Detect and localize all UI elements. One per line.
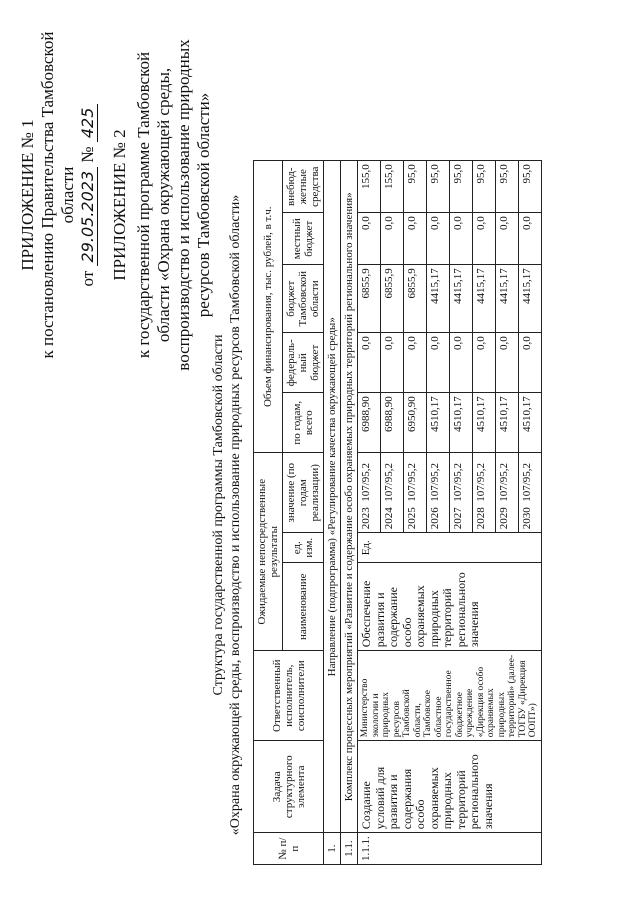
item-number: 1.1.1.	[358, 833, 542, 865]
subsection-title: Комплекс процессных мероприятий «Развитие и содержание особо охраняемых природных территорий регионального значения»	[341, 161, 358, 833]
extra-cell: 95,0	[518, 161, 541, 213]
title-line1: Структура государственной программы Тамбовской области	[211, 334, 226, 696]
total-cell: 6950,90	[403, 393, 426, 453]
year-value-cell: 2023 107/95,2	[358, 453, 381, 533]
col-res-name-header: наименование	[283, 563, 324, 651]
federal-cell: 0,0	[403, 333, 426, 393]
region-cell: 4415,17	[495, 265, 518, 333]
total-cell: 4510,17	[495, 393, 518, 453]
local-cell: 0,0	[403, 213, 426, 265]
col-res-unit-header: ед. изм.	[283, 533, 324, 563]
local-cell: 0,0	[472, 213, 495, 265]
appendix2-line4: ресурсов Тамбовской области»	[194, 92, 213, 318]
appendix2-header	[110, 5, 214, 405]
local-cell: 0,0	[495, 213, 518, 265]
federal-cell: 0,0	[518, 333, 541, 393]
local-cell: 0,0	[380, 213, 403, 265]
federal-cell: 0,0	[426, 333, 449, 393]
appendix1-title: ПРИЛОЖЕНИЕ № 1	[18, 119, 37, 271]
extra-cell: 95,0	[495, 161, 518, 213]
section-number: 1.	[324, 833, 341, 865]
title-line2: «Охрана окружающей среды, воспроизводство и использование природных ресурсов Тамбовской области»	[228, 194, 243, 836]
federal-cell: 0,0	[449, 333, 472, 393]
appendix2-title: ПРИЛОЖЕНИЕ № 2	[110, 129, 129, 281]
region-cell: 4415,17	[518, 265, 541, 333]
col-finance-header: Объем финансирования, тыс. рублей, в т.ч.	[254, 161, 283, 453]
year-value-cell: 2027 107/95,2	[449, 453, 472, 533]
total-cell: 4510,17	[518, 393, 541, 453]
federal-cell: 0,0	[472, 333, 495, 393]
local-cell: 0,0	[449, 213, 472, 265]
total-cell: 4510,17	[426, 393, 449, 453]
col-exec-header: Ответственный исполнитель, соисполнители	[254, 651, 324, 741]
federal-cell: 0,0	[380, 333, 403, 393]
col-fin-local-header: местный бюджет	[283, 213, 324, 265]
extra-cell: 95,0	[449, 161, 472, 213]
extra-cell: 95,0	[472, 161, 495, 213]
appendix1-header	[18, 5, 98, 385]
appendix2-line2: области «Охрана окружающей среды,	[154, 67, 173, 343]
region-cell: 4415,17	[426, 265, 449, 333]
appendix1-no-label: №	[78, 146, 97, 163]
region-cell: 6855,9	[403, 265, 426, 333]
federal-cell: 0,0	[495, 333, 518, 393]
subsection-number: 1.1.	[341, 833, 358, 865]
year-value-cell: 2029 107/95,2	[495, 453, 518, 533]
item-result: Обеспечение развития и содержание особо охраняемых природных территорий регионального значения	[358, 563, 542, 651]
extra-cell: 95,0	[403, 161, 426, 213]
total-cell: 6988,90	[380, 393, 403, 453]
region-cell: 6855,9	[358, 265, 381, 333]
region-cell: 4415,17	[449, 265, 472, 333]
col-task-header: Задача структурного элемента	[254, 741, 324, 833]
appendix2-line1: к государственной программе Тамбовской	[134, 51, 153, 359]
extra-cell: 155,0	[358, 161, 381, 213]
item-executor: Министерство экологии и природных ресурсов Тамбовской области, Тамбовское областное государственное бюджетное учреждение «Дирекция особо охраняемых природных территорий» (далее-ТОГБУ «Дирекция ООПТ»)	[358, 651, 542, 741]
total-cell: 4510,17	[472, 393, 495, 453]
subsection-row	[341, 161, 358, 865]
total-cell: 6988,90	[358, 393, 381, 453]
program-structure-table	[253, 160, 542, 865]
local-cell: 0,0	[426, 213, 449, 265]
local-cell: 0,0	[358, 213, 381, 265]
document-title	[210, 165, 244, 865]
year-value-cell: 2026 107/95,2	[426, 453, 449, 533]
col-fin-extra-header: внебюд-жетные средства	[283, 161, 324, 213]
region-cell: 6855,9	[380, 265, 403, 333]
table-header-row	[254, 161, 283, 865]
region-cell: 4415,17	[472, 265, 495, 333]
col-results-header: Ожидаемые непосредственные результаты	[254, 453, 283, 651]
col-fin-federal-header: федераль-ный бюджет	[283, 333, 324, 393]
section-row	[324, 161, 341, 865]
appendix1-date-line	[78, 5, 98, 385]
year-value-cell: 2030 107/95,2	[518, 453, 541, 533]
col-fin-region-header: бюджет Тамбовской области	[283, 265, 324, 333]
appendix1-date: 29.05.2023	[78, 167, 98, 267]
col-res-value-header: значение (по годам реализации)	[283, 453, 324, 533]
year-value-cell: 2024 107/95,2	[380, 453, 403, 533]
item-unit: Ед.	[358, 533, 542, 563]
appendix2-line3: воспроизводство и использование природных	[174, 39, 193, 371]
appendix1-number: 425	[78, 104, 98, 143]
total-cell: 4510,17	[449, 393, 472, 453]
col-fin-total-header: по годам, всего	[283, 393, 324, 453]
local-cell: 0,0	[518, 213, 541, 265]
item-task: Создание условий для развития и содержания особо охраняемых природных территорий регионального значения	[358, 741, 542, 833]
year-value-cell: 2025 107/95,2	[403, 453, 426, 533]
col-no-header: № п/п	[254, 833, 324, 865]
section-title: Направление (подпрограмма) «Регулирование качества окружающей среды»	[324, 161, 341, 833]
year-value-cell: 2028 107/95,2	[472, 453, 495, 533]
table-row	[358, 161, 381, 865]
appendix1-to: к постановлению Правительства Тамбовской области	[38, 31, 77, 359]
extra-cell: 155,0	[380, 161, 403, 213]
appendix1-from: от	[78, 270, 97, 287]
extra-cell: 95,0	[426, 161, 449, 213]
federal-cell: 0,0	[358, 333, 381, 393]
